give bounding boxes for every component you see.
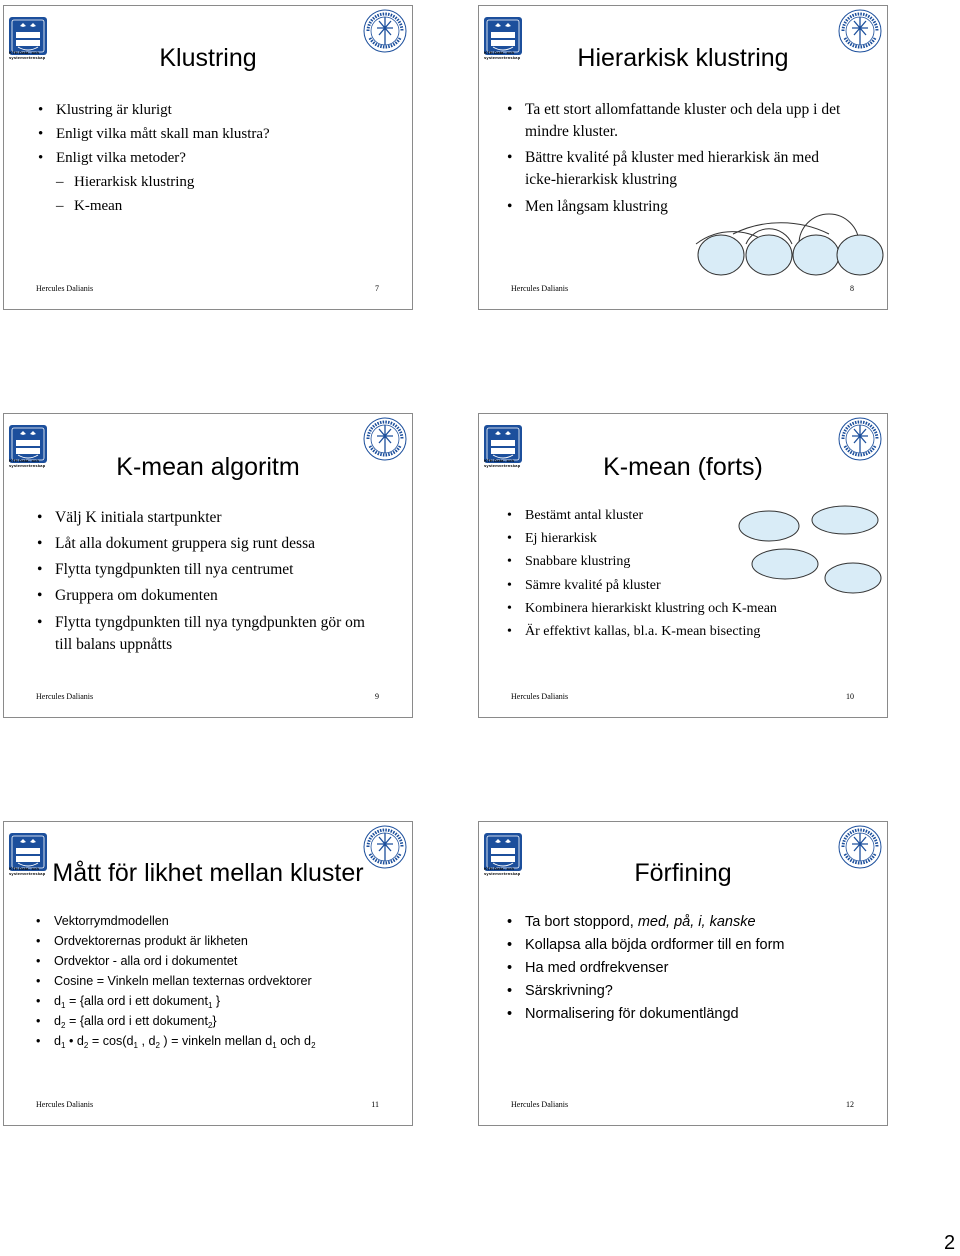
list-item: • Kombinera hierarkiskt klustring och K-mean — [507, 597, 879, 620]
list-item: • Flytta tyngdpunkten till nya centrumet — [37, 557, 382, 583]
slide-7 — [3, 5, 413, 310]
list-item: • Ha med ordfrekvenser — [507, 957, 879, 980]
list-item: • Ordvektorernas produkt är likheten — [36, 931, 404, 951]
slide-title: Hierarkisk klustring — [577, 44, 789, 72]
slide-title: Klustring — [159, 44, 257, 72]
formula-d1: • $d_1$ = {alla ord i ett dokument$_1$ } — [36, 991, 404, 1011]
list-item: • Flytta tyngdpunkten till nya tyngdpunkten gör om till balans uppnåtts — [37, 612, 382, 656]
footer-author: Hercules Dalianis — [36, 1100, 94, 1109]
document-page-number: 2 — [944, 1232, 956, 1254]
cluster-node — [837, 235, 883, 275]
dept-label: KTH Data- och systemvetenskap — [9, 866, 46, 876]
list-item: • Låt alla dokument gruppera sig runt dessa — [37, 531, 382, 557]
list-item: • Ej hierarkisk — [507, 527, 879, 550]
slide-11 — [3, 821, 413, 1126]
list-item: • Cosine = Vinkeln mellan texternas ordvektorer — [36, 971, 404, 991]
cluster-node — [746, 235, 792, 275]
dept-label: KTH Data- och systemvetenskap — [484, 866, 521, 876]
slide-title: K-mean (forts) — [603, 453, 763, 481]
formula-cosine: • $d_1$ • $d_2 = \cos(d_1$ , $d_2$ ) = vinkeln mellan $d_1$ och $d_2$ — [36, 1031, 404, 1051]
cluster-node — [698, 235, 744, 275]
footer-author: Hercules Dalianis — [36, 284, 94, 293]
cluster-node — [793, 235, 839, 275]
list-item: • Kollapsa alla böjda ordformer till en form — [507, 934, 879, 957]
footer-author: Hercules Dalianis — [511, 284, 569, 293]
footer-author: Hercules Dalianis — [511, 692, 569, 701]
dept-label: KTH Data- och systemvetenskap — [484, 458, 521, 468]
slide-page-number: 8 — [850, 284, 854, 293]
bullet-list — [38, 98, 404, 218]
slide-title: K-mean algoritm — [116, 453, 300, 481]
formula-d2: • $d_2$ = {alla ord i ett dokument$_2$} — [36, 1011, 404, 1031]
slide-page-number: 9 — [375, 692, 379, 701]
bullet-list — [507, 99, 849, 219]
sub-list-item: – Hierarkisk klustring — [38, 170, 404, 194]
list-item: • Normalisering för dokumentlängd — [507, 1003, 879, 1026]
list-item: • Snabbare klustring — [507, 550, 879, 573]
footer-author: Hercules Dalianis — [511, 1100, 569, 1109]
list-item: • Klustring är klurigt — [38, 98, 404, 122]
list-item: • Vektorrymdmodellen — [36, 911, 404, 931]
footer-author: Hercules Dalianis — [36, 692, 94, 701]
list-item: • Sämre kvalité på kluster — [507, 574, 879, 597]
slide-title: Mått för likhet mellan kluster — [52, 859, 364, 887]
list-item: • Men långsam klustring — [507, 195, 849, 219]
sub-list-item: – K-mean — [38, 194, 404, 218]
slide-12 — [478, 821, 888, 1126]
list-item: • Enligt vilka metoder? — [38, 146, 404, 170]
dept-label: KTH Data- och systemvetenskap — [484, 50, 521, 60]
list-item: • Ta ett stort allomfattande kluster och dela upp i det mindre kluster. — [507, 99, 849, 143]
list-item: • Enligt vilka mått skall man klustra? — [38, 122, 404, 146]
slide-page-number: 12 — [846, 1100, 854, 1109]
bullet-list — [507, 504, 879, 643]
slide-page-number: 10 — [846, 692, 854, 701]
bullet-list — [507, 911, 879, 1026]
list-item: • Gruppera om dokumenten — [37, 583, 382, 609]
list-item: • Välj K initiala startpunkter — [37, 505, 382, 531]
bullet-list — [36, 911, 404, 1051]
university-seal-icon — [362, 824, 408, 870]
bullet-list — [37, 505, 382, 656]
slide-page-number: 7 — [375, 284, 379, 293]
slide-8 — [478, 5, 888, 310]
dept-label: KTH Data- och systemvetenskap — [9, 50, 46, 60]
list-item: • Ta bort stoppord, med, på, i, kanske — [507, 911, 879, 934]
dept-label: KTH Data- och systemvetenskap — [9, 458, 46, 468]
list-item: • Är effektivt kallas, bl.a. K-mean bisecting — [507, 620, 879, 643]
slide-title: Förfining — [634, 859, 732, 887]
slide-9 — [3, 413, 413, 718]
list-item: • Bestämt antal kluster — [507, 504, 879, 527]
list-item: • Ordvektor - alla ord i dokumentet — [36, 951, 404, 971]
list-item: • Särskrivning? — [507, 980, 879, 1003]
list-item: • Bättre kvalité på kluster med hierarkisk än med icke-hierarkisk klustring — [507, 147, 849, 191]
slide-page-number: 11 — [371, 1100, 379, 1109]
slide-10 — [478, 413, 888, 718]
